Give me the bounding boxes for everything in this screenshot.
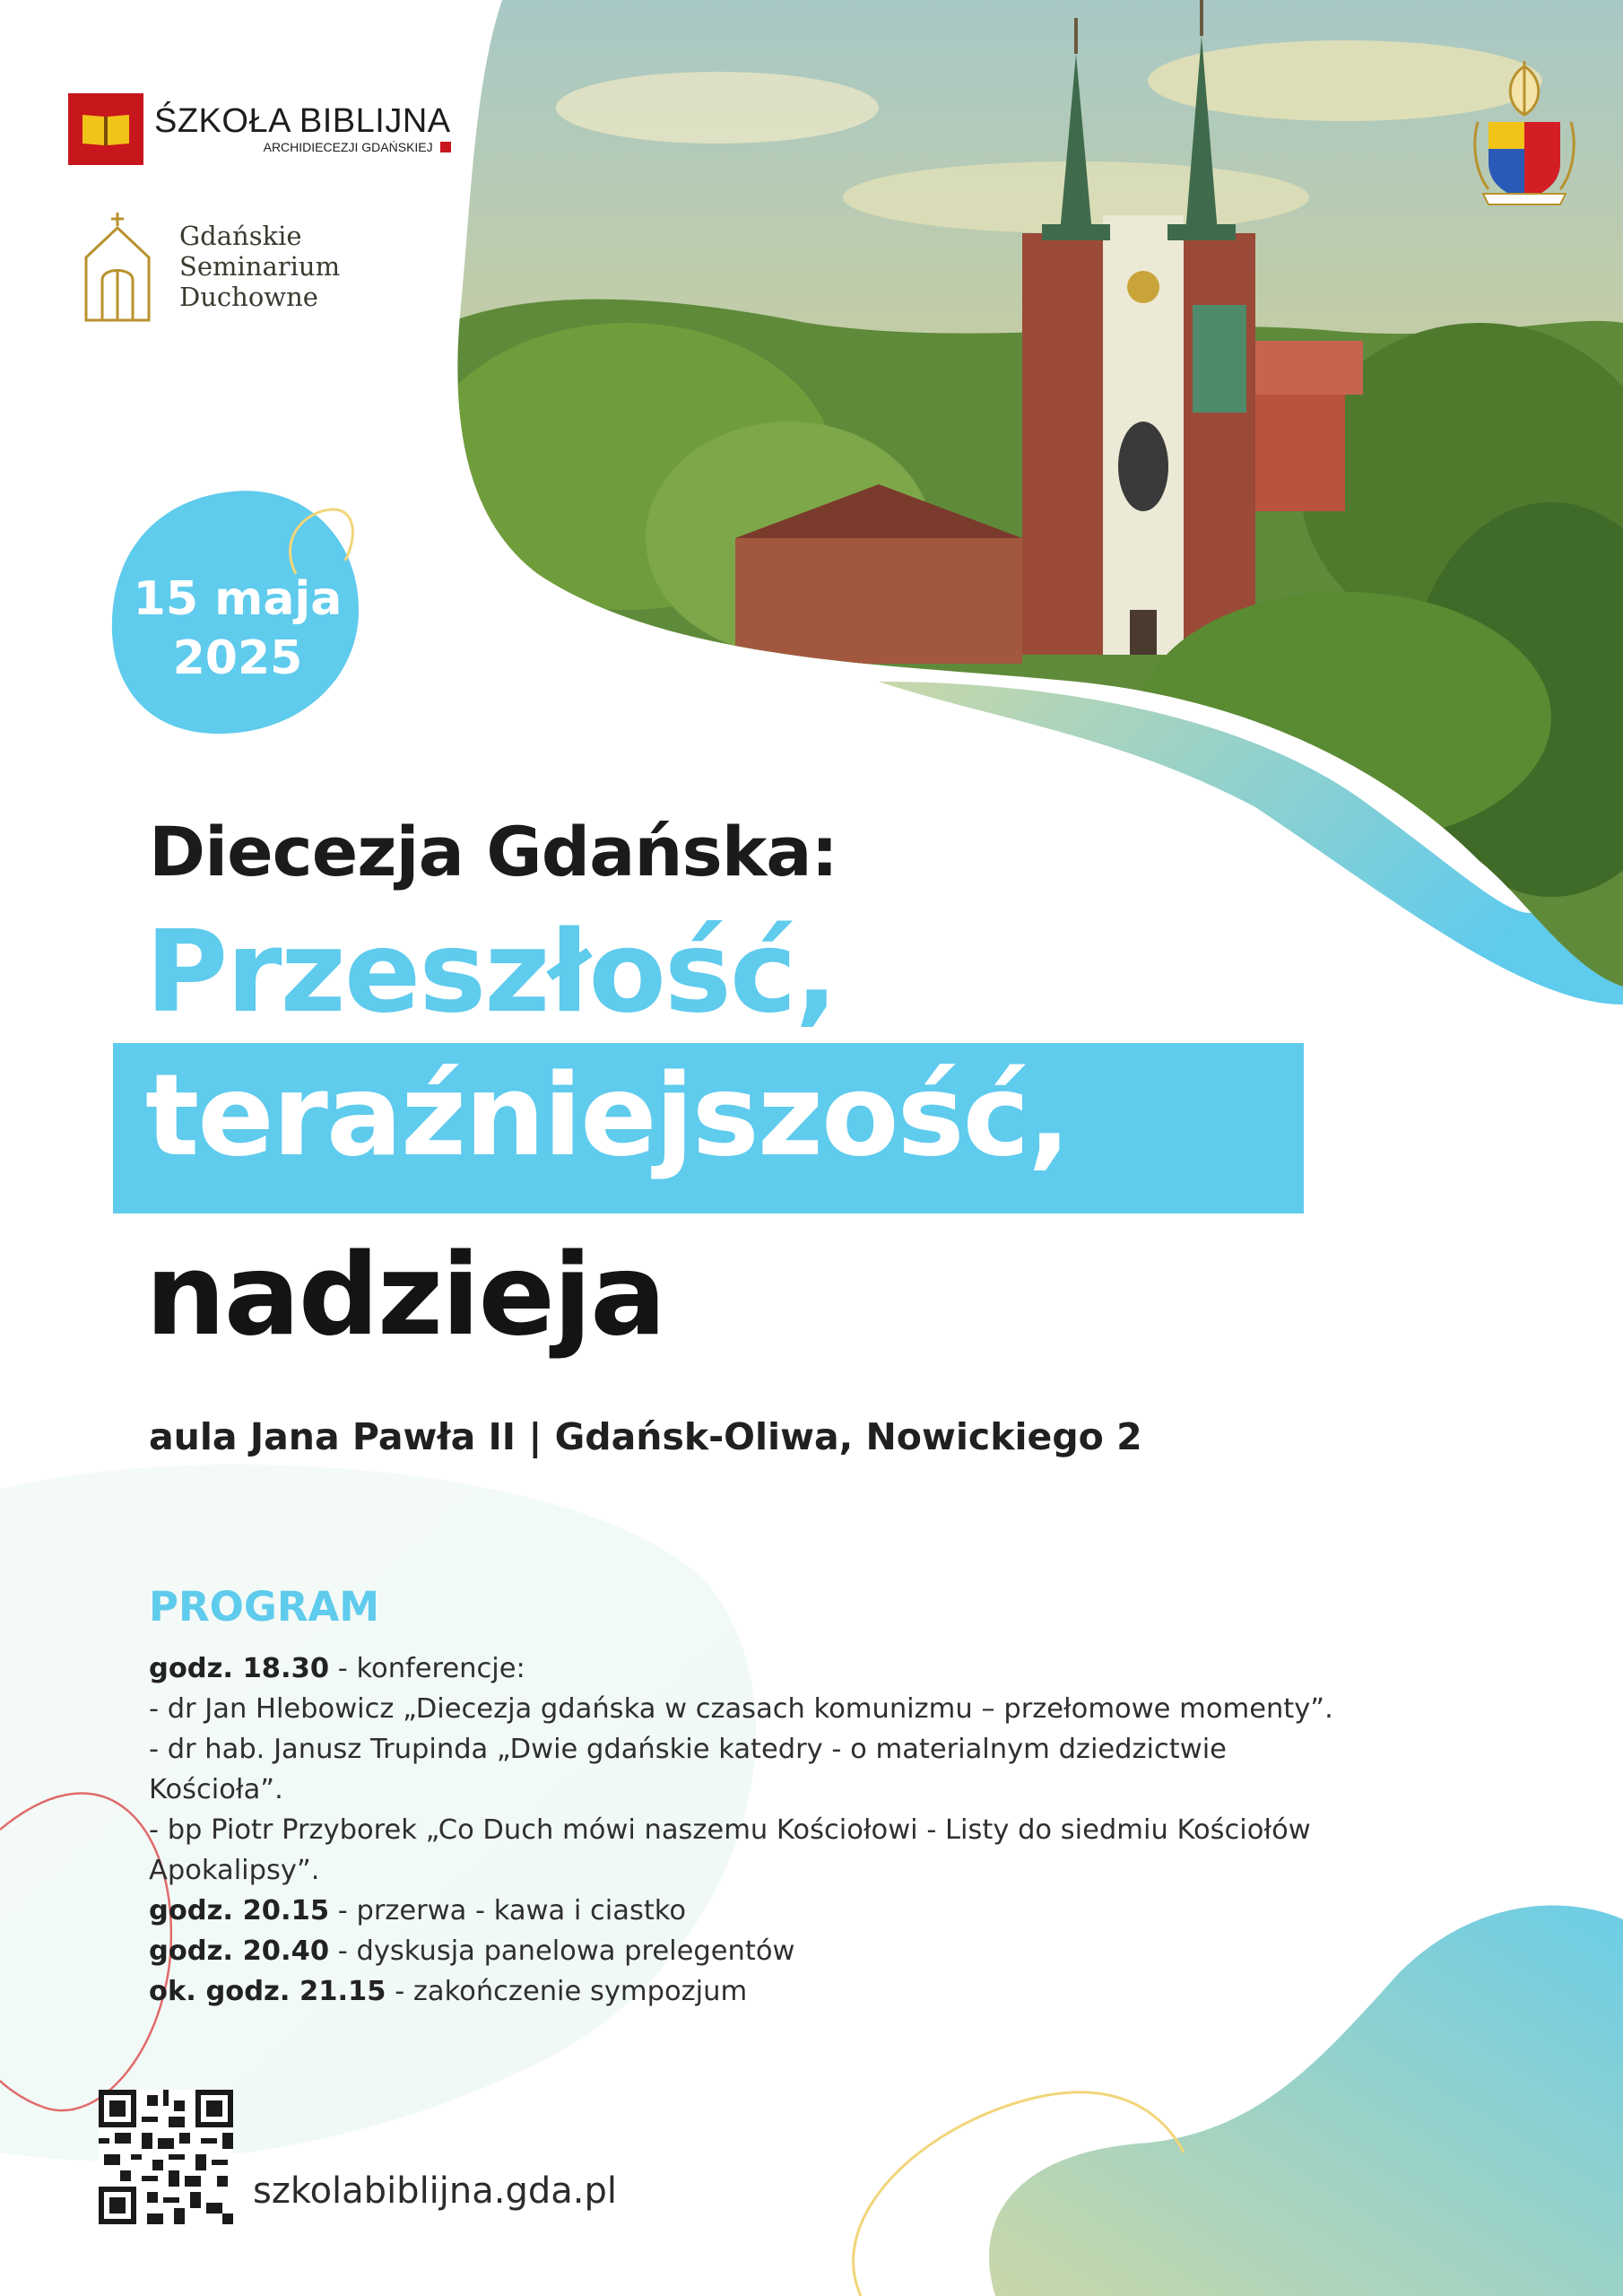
- book-icon: [68, 93, 143, 165]
- archdiocese-coat-of-arms-icon: [1471, 59, 1578, 212]
- program-talk: - bp Piotr Przyborek „Co Duch mówi naszemu Kościołowi - Listy do siedmiu Kościołów: [149, 1814, 1311, 1846]
- program-talk: - dr Jan Hlebowicz „Diecezja gdańska w czasach komunizmu – przełomowe momenty”.: [149, 1693, 1333, 1725]
- program-list: [149, 1648, 1458, 2012]
- website-link[interactable]: szkolabiblijna.gda.pl: [253, 2170, 617, 2212]
- seminarium-line1: Gdańskie: [179, 221, 302, 251]
- seminarium-line3: Duchowne: [179, 282, 318, 312]
- szkola-biblijna-subtitle: ARCHIDIECEZJI GDAŃSKIEJ: [154, 139, 451, 155]
- qr-code-icon[interactable]: [99, 2090, 233, 2224]
- program-item: ok. godz. 21.15 - zakończenie sympozjum: [149, 1976, 748, 2007]
- seminarium-logo: [68, 208, 340, 325]
- event-date-year: 2025: [172, 631, 303, 685]
- venue-text: aula Jana Pawła II | Gdańsk-Oliwa, Nowickiego 2: [149, 1415, 1142, 1458]
- title-line1: Diecezja Gdańska:: [149, 812, 838, 891]
- program-item: godz. 18.30 - konferencje:: [149, 1653, 525, 1684]
- church-outline-icon: [68, 208, 167, 325]
- title-line2: Przeszłość,: [145, 906, 837, 1038]
- szkola-biblijna-logo: [68, 93, 451, 165]
- program-talk-cont: Apokalipsy”.: [149, 1855, 320, 1886]
- szkola-biblijna-name: ŚZKOŁA BIBLIJNA: [154, 102, 451, 140]
- event-date: [117, 570, 359, 688]
- title-line4: nadzieja: [145, 1229, 665, 1361]
- program-talk-cont: Kościoła”.: [149, 1774, 283, 1805]
- program-talk: - dr hab. Janusz Trupinda „Dwie gdańskie katedry - o materialnym dziedzictwie: [149, 1734, 1227, 1765]
- title-line3: teraźniejszość,: [145, 1049, 1070, 1181]
- program-item: godz. 20.15 - przerwa - kawa i ciastko: [149, 1895, 687, 1926]
- event-date-day: 15 maja: [133, 572, 343, 626]
- program-item: godz. 20.40 - dyskusja panelowa prelegentów: [149, 1935, 795, 1967]
- seminarium-line2: Seminarium: [179, 251, 341, 282]
- program-heading: PROGRAM: [149, 1583, 380, 1631]
